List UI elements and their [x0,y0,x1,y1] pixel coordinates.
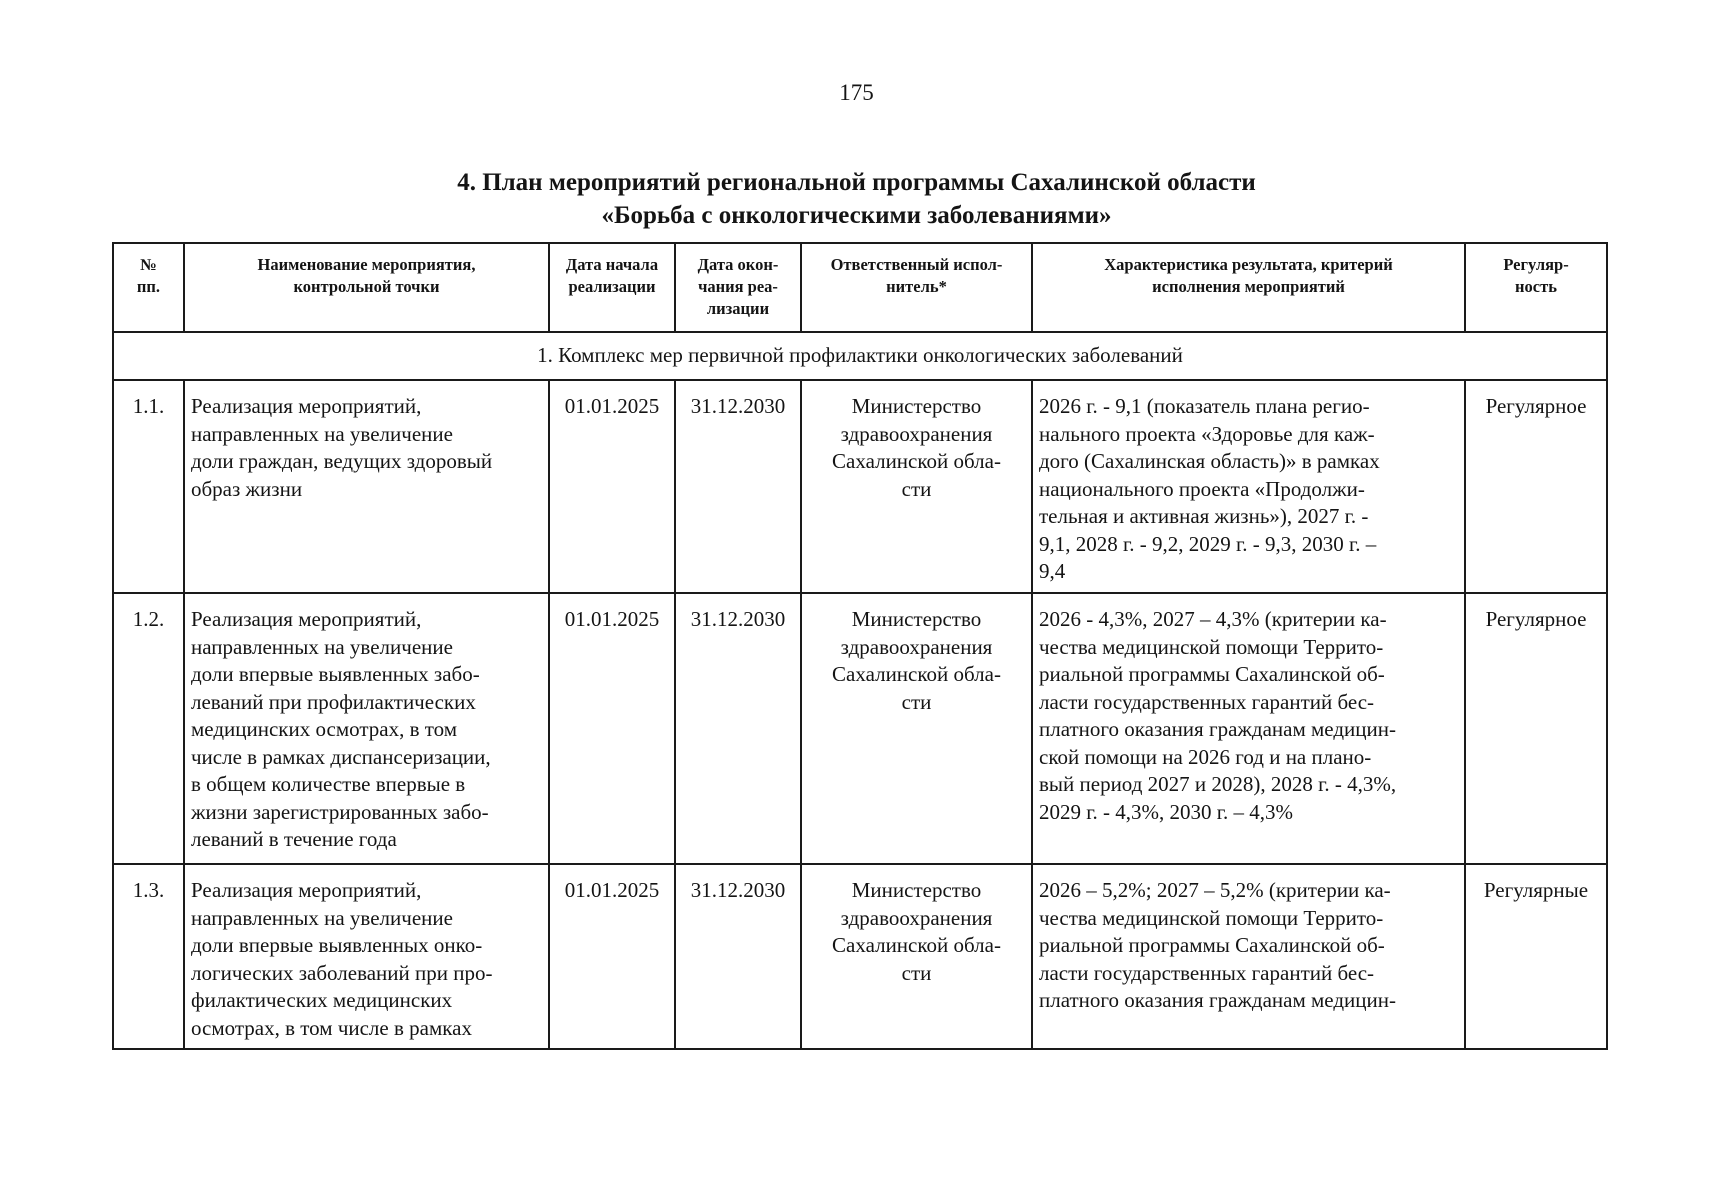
header-regularity: Регуляр- ность [1465,243,1607,332]
header-end-date: Дата окон- чания реа- лизации [675,243,801,332]
result-characteristic: 2026 – 5,2%; 2027 – 5,2% (критерии ка- чества медицинской помощи Террито- риальной программы Сахалинской об- ласти государственных гарантий бес- платного оказания гражданам медицин- [1032,864,1465,1049]
row-number: 1.1. [113,380,184,593]
row-number: 1.3. [113,864,184,1049]
page-number: 175 [839,80,874,105]
regularity: Регулярное [1465,380,1607,593]
table-row [113,864,1607,1049]
row-number: 1.2. [113,593,184,864]
document-title [0,166,1713,232]
header-characteristic: Характеристика результата, критерий исполнения мероприятий [1032,243,1465,332]
start-date: 01.01.2025 [549,864,675,1049]
header-row [113,243,1607,332]
header-number: № пп. [113,243,184,332]
header-start-date: Дата начала реализации [549,243,675,332]
regularity: Регулярное [1465,593,1607,864]
plan-table [112,242,1608,1050]
end-date: 31.12.2030 [675,380,801,593]
activity-name: Реализация мероприятий, направленных на увеличение доли граждан, ведущих здоровый образ жизни [184,380,549,593]
activity-name: Реализация мероприятий, направленных на увеличение доли впервые выявленных забо- леваний при профилактических медицинских осмотрах, в том числе в рамках диспансеризации, в общем количестве впервые в жизни зарегистрированных забо- леваний в течение года [184,593,549,864]
regularity: Регулярные [1465,864,1607,1049]
responsible-executor: Министерство здравоохранения Сахалинской обла- сти [801,380,1032,593]
responsible-executor: Министерство здравоохранения Сахалинской обла- сти [801,864,1032,1049]
activity-name: Реализация мероприятий, направленных на увеличение доли впервые выявленных онко- логических заболеваний при про- филактических медицинских осмотрах, в том числе в рамках [184,864,549,1049]
section-row [113,332,1607,380]
header-name: Наименование мероприятия, контрольной точки [184,243,549,332]
table-row [113,380,1607,593]
section-title: 1. Комплекс мер первичной профилактики онкологических заболеваний [113,332,1607,380]
table-row [113,593,1607,864]
header-responsible: Ответственный испол- нитель* [801,243,1032,332]
title-line-2: «Борьба с онкологическими заболеваниями» [601,202,1112,229]
end-date: 31.12.2030 [675,864,801,1049]
result-characteristic: 2026 - 4,3%, 2027 – 4,3% (критерии ка- чества медицинской помощи Террито- риальной программы Сахалинской об- ласти государственных гарантий бес- платного оказания гражданам медицин- ской помощи на 2026 год и на плано- вый период 2027 и 2028), 2028 г. - 4,3%, 2029 г. - 4,3%, 2030 г. – 4,3% [1032,593,1465,864]
end-date: 31.12.2030 [675,593,801,864]
title-line-1: 4. План мероприятий региональной программы Сахалинской области [457,169,1256,196]
start-date: 01.01.2025 [549,593,675,864]
responsible-executor: Министерство здравоохранения Сахалинской обла- сти [801,593,1032,864]
result-characteristic: 2026 г. - 9,1 (показатель плана регио- нального проекта «Здоровье для каж- дого (Сахалинская область)» в рамках национального проекта «Продолжи- тельная и активная жизнь»), 2027 г. - 9,1, 2028 г. - 9,2, 2029 г. - 9,3, 2030 г. – 9,4 [1032,380,1465,593]
start-date: 01.01.2025 [549,380,675,593]
